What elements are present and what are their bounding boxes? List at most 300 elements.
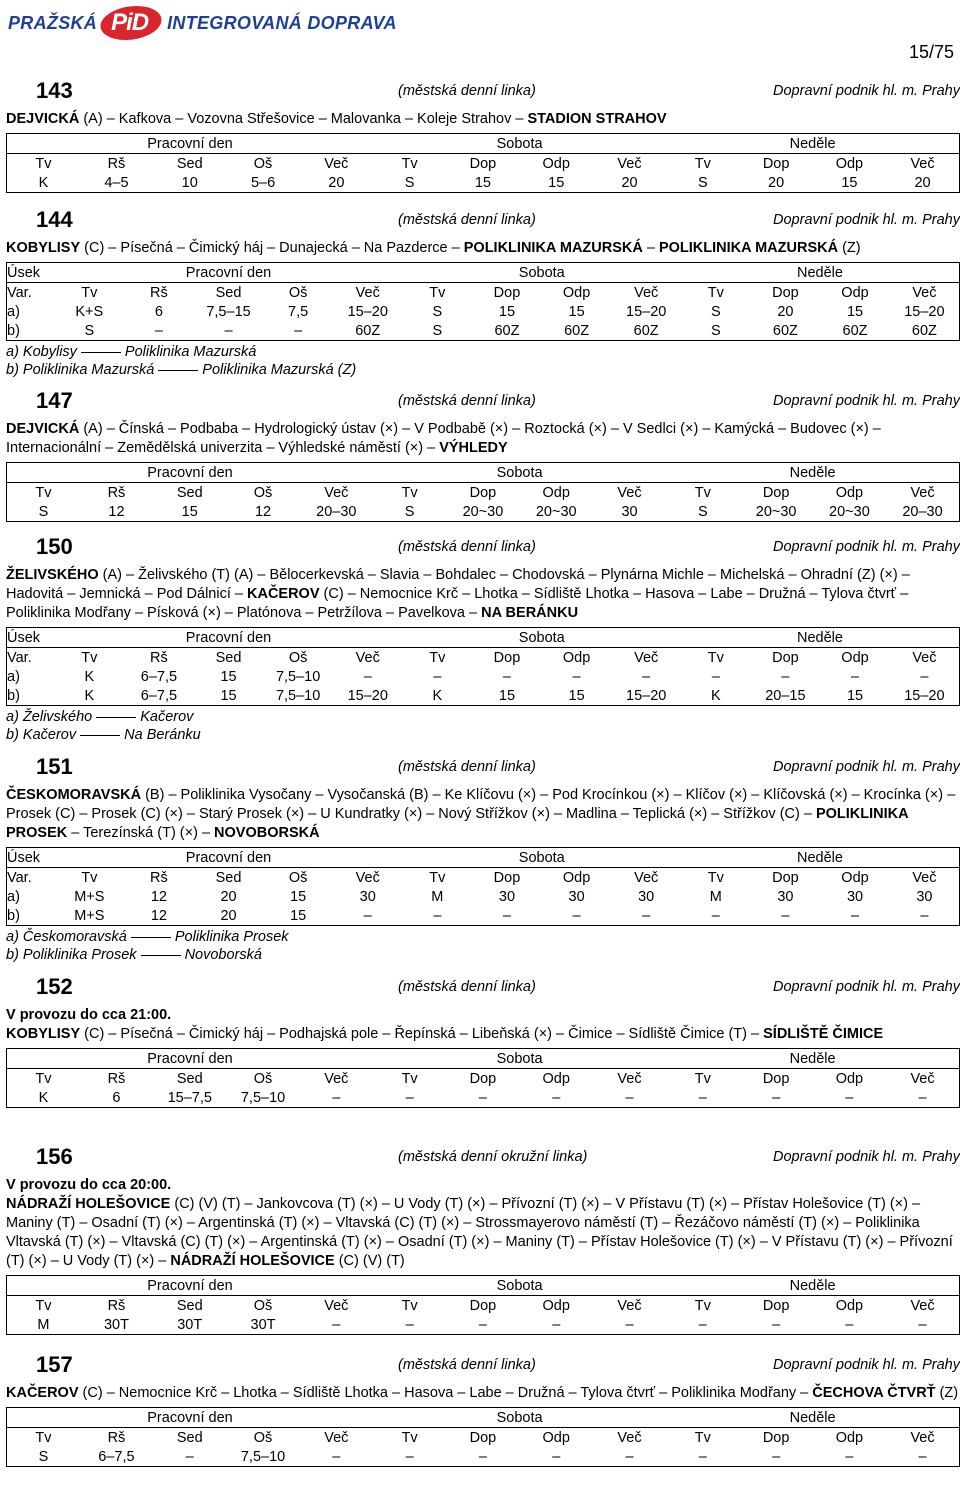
column-header: Več [634, 869, 659, 886]
column-header: Oš [288, 869, 308, 886]
day-group: Sobota [373, 134, 666, 154]
variant-legend [6, 928, 960, 964]
column-header: Dop [493, 649, 521, 666]
column-header: Tv [81, 869, 98, 886]
column-header: Tv [694, 155, 711, 172]
column-header: Tv [35, 155, 52, 172]
table-cell: – [363, 668, 372, 685]
table-cell: – [552, 1316, 561, 1333]
group-row [7, 628, 960, 648]
table-row [7, 321, 960, 341]
table-cell: a) [7, 668, 20, 685]
column-header: Tv [401, 1429, 418, 1446]
table-cell: S [432, 322, 443, 339]
table-cell: 4–5 [104, 174, 129, 191]
table-row [7, 667, 960, 686]
table-cell: 20~30 [755, 503, 797, 520]
line-header [6, 76, 960, 108]
column-header: Tv [694, 1429, 711, 1446]
line-type: (městská denní linka) [398, 979, 536, 995]
column-header: Tv [35, 484, 52, 501]
table-cell: 15–20 [347, 687, 388, 704]
table-cell: – [772, 1316, 781, 1333]
column-header: Oš [253, 1429, 273, 1446]
column-header: Več [912, 869, 937, 886]
table-cell: M [431, 888, 444, 905]
day-group: Sobota [373, 1408, 666, 1428]
table-cell: K [38, 174, 49, 191]
operator: Dopravní podnik hl. m. Prahy [773, 539, 960, 555]
column-header: Več [324, 1070, 349, 1087]
operator: Dopravní podnik hl. m. Prahy [773, 759, 960, 775]
table-cell: 30 [359, 888, 376, 905]
page-number: 15/75 [908, 42, 954, 62]
table-cell: 20~30 [535, 503, 577, 520]
column-header: Več [910, 1070, 935, 1087]
line-type: (městská denní linka) [398, 212, 536, 228]
column-header: Sed [215, 284, 242, 301]
column-header: Oš [253, 1297, 273, 1314]
table-cell: 60Z [842, 322, 868, 339]
column-header: Rš [150, 649, 168, 666]
column-header: Tv [401, 484, 418, 501]
table-cell: – [642, 668, 651, 685]
timetable [6, 1048, 960, 1108]
table-cell: 20 [768, 174, 785, 191]
column-header: Več [324, 1429, 349, 1446]
table-cell: S [697, 503, 708, 520]
column-header: Dop [469, 1297, 497, 1314]
column-header: Sed [176, 1070, 203, 1087]
table-cell: K+S [75, 303, 104, 320]
table-cell: – [224, 322, 233, 339]
column-header: Odp [835, 1429, 864, 1446]
table-cell: – [920, 668, 929, 685]
day-group: Pracovní den [7, 1408, 373, 1428]
day-group: Neděle [681, 628, 960, 648]
column-row [7, 483, 960, 503]
column-header: Odp [841, 649, 869, 666]
column-header: Dop [772, 869, 799, 886]
table-cell: 15 [220, 687, 237, 704]
day-group: Sobota [373, 1276, 666, 1296]
table-cell: – [363, 907, 372, 924]
column-header: Dop [469, 484, 497, 501]
table-cell: S [404, 174, 415, 191]
table-cell: S [38, 1448, 49, 1465]
column-header: Tv [694, 1070, 711, 1087]
column-header: Več [355, 649, 380, 666]
table-cell: 7,5–10 [240, 1089, 286, 1106]
column-header: Več [617, 155, 642, 172]
column-header: Tv [694, 1297, 711, 1314]
table-cell: a) [7, 303, 20, 320]
table-cell: K [38, 1089, 49, 1106]
table-cell: – [711, 668, 720, 685]
table-cell: – [850, 668, 860, 685]
column-header: Odp [835, 1297, 864, 1314]
table-cell: S [710, 322, 721, 339]
column-header: Oš [288, 284, 308, 301]
column-header: Rš [107, 1429, 126, 1446]
table-cell: K [432, 687, 443, 704]
table-row [7, 906, 960, 926]
table-cell: – [405, 1448, 414, 1465]
column-header: Oš [253, 484, 273, 501]
route: NÁDRAŽÍ HOLEŠOVICE (C) (V) (T) – Jankovcova (T) (×) – U Vody (T) (×) – Přívozní (T) (×) – V Přístavu (T) (×) – Přístav Holešovice (T) (×) – Maniny (T) – Osadní (T) (×) – Argentinská (T) (×) – Vltavská (C) (T) (×) – Strossmayerovo náměstí (T) – Řezáčovo náměstí (T) (×) – Poliklinika Vltavská (T) (×) – Vltavská (C) (T) (×) – Argentinská (T) (×) – Osadní (T) (×) – Maniny (T) – Přístav Holešovice (T) (×) – V Přístavu (T) (×) – Přívozní (T) (×) – U Vody (T) (×) – NÁDRAŽÍ HOLEŠOVICE (C) (V) (T) [6, 1196, 953, 1269]
table-cell: 20 [621, 174, 638, 191]
table-cell: 15–20 [626, 303, 667, 320]
table-cell: 30T [177, 1316, 203, 1333]
service-note: V provozu do cca 21:00. [6, 1007, 172, 1023]
column-header: Več [324, 484, 349, 501]
table-cell: 6 [154, 303, 163, 320]
var-head: Úsek [7, 628, 55, 648]
column-header: Več [912, 649, 937, 666]
legend-item: b) Poliklinika Prosek Novoborská [6, 947, 262, 963]
column-header: Dop [772, 284, 799, 301]
legend-item: b) Poliklinika Mazurská Poliklinika Mazurská (Z) [6, 362, 357, 378]
column-header: Dop [762, 1297, 790, 1314]
table-cell: 20~30 [462, 503, 504, 520]
table-cell: 15 [290, 888, 307, 905]
table-cell: 20–30 [902, 503, 943, 520]
column-header: Oš [288, 649, 308, 666]
group-row [7, 463, 960, 483]
variant-legend [6, 708, 960, 744]
column-header: Več [324, 155, 349, 172]
table-cell: 7,5–10 [240, 1448, 286, 1465]
day-group: Sobota [403, 263, 681, 283]
route: DEJVICKÁ (A) – Kafkova – Vozovna Střešovice – Malovanka – Koleje Strahov – STADION STRAHOV [6, 111, 667, 127]
timetable [6, 462, 960, 522]
line-number: 157 [36, 1352, 73, 1377]
table-cell: 7,5 [288, 303, 309, 320]
column-header: Več [617, 484, 642, 501]
column-header: Tv [401, 1070, 418, 1087]
column-header: Sed [176, 155, 203, 172]
column-header: Več [634, 284, 659, 301]
column-header: Odp [542, 484, 570, 501]
operator: Dopravní podnik hl. m. Prahy [773, 1357, 960, 1373]
table-cell: – [845, 1448, 854, 1465]
column-header: Več [910, 484, 935, 501]
column-header: Sed [176, 484, 203, 501]
column-header: Tv [81, 284, 98, 301]
table-cell: 30T [250, 1316, 276, 1333]
table-cell: – [918, 1448, 927, 1465]
var-head: Úsek [7, 263, 55, 283]
group-row [7, 1276, 960, 1296]
line-section-157 [6, 1350, 960, 1467]
table-cell: S [697, 174, 708, 191]
table-cell: – [332, 1448, 341, 1465]
table-cell: S [84, 322, 95, 339]
table-cell: – [185, 1448, 194, 1465]
table-cell: – [405, 1316, 414, 1333]
column-header: Tv [35, 1070, 52, 1087]
table-cell: 20~30 [829, 503, 870, 520]
table-cell: – [154, 322, 163, 339]
table-row [7, 1447, 960, 1467]
line-section-151 [6, 752, 960, 964]
var-head: Var. [7, 869, 32, 886]
route: KOBYLISY (C) – Písečná – Čimický háj – Podhajská pole – Řepínská – Libeňská (×) – Čimice – Sídliště Čimice (T) – SÍDLIŠTĚ ČIMICE [6, 1026, 884, 1042]
column-header: Tv [707, 869, 724, 886]
table-cell: – [850, 907, 860, 924]
column-header: Odp [841, 284, 869, 301]
column-row [7, 283, 960, 303]
table-cell: 5–6 [250, 174, 276, 191]
table-cell: – [572, 668, 581, 685]
timetable [6, 1407, 960, 1467]
table-cell: – [332, 1089, 341, 1106]
column-header: Dop [762, 1429, 790, 1446]
table-cell: – [478, 1448, 487, 1465]
table-cell: – [698, 1089, 707, 1106]
table-cell: 12 [150, 888, 167, 905]
table-cell: 7,5–15 [206, 303, 251, 320]
day-group: Neděle [666, 1049, 959, 1069]
line-type: (městská denní linka) [398, 1357, 536, 1373]
timetable [6, 627, 960, 706]
table-cell: 15–20 [626, 687, 667, 704]
day-group: Neděle [666, 463, 959, 483]
table-cell: – [918, 1316, 927, 1333]
column-header: Več [617, 1429, 642, 1446]
service-note: V provozu do cca 20:00. [6, 1177, 172, 1193]
column-header: Rš [150, 284, 168, 301]
column-header: Več [912, 284, 937, 301]
variant-legend [6, 343, 960, 379]
table-cell: – [478, 1316, 487, 1333]
table-cell: 15 [846, 303, 864, 320]
group-row [7, 1408, 960, 1428]
column-header: Odp [542, 1070, 570, 1087]
day-group: Pracovní den [55, 263, 403, 283]
line-section-150 [6, 532, 960, 744]
day-group: Neděle [666, 134, 959, 154]
column-header: Odp [835, 484, 864, 501]
line-type: (městská denní linka) [398, 83, 536, 99]
day-group: Neděle [681, 263, 960, 283]
table-cell: 20–30 [316, 503, 357, 520]
day-group: Pracovní den [55, 848, 403, 868]
table-cell: M+S [74, 888, 105, 905]
column-header: Dop [762, 484, 790, 501]
group-row [7, 263, 960, 283]
table-cell: 6–7,5 [98, 1448, 135, 1465]
day-group: Sobota [373, 1049, 666, 1069]
table-cell: 30 [568, 888, 585, 905]
column-header: Več [617, 1070, 642, 1087]
table-row [7, 1315, 960, 1335]
route: DEJVICKÁ (A) – Čínská – Podbaba – Hydrologický ústav (×) – V Podbabě (×) – Roztocká (×) – V Sedlci (×) – Kamýcká – Budovec (×) – Internacionální – Zemědělská univerzita – Výhledské náměstí (×) – VÝHLEDY [6, 421, 881, 456]
line-section-156 [6, 1142, 960, 1335]
column-header: Odp [562, 649, 591, 666]
table-cell: 60Z [564, 322, 590, 339]
table-cell: – [698, 1448, 707, 1465]
day-group: Neděle [681, 848, 960, 868]
table-cell: 30 [638, 888, 655, 905]
var-head: Úsek [7, 848, 55, 868]
table-row [7, 502, 960, 522]
table-cell: – [332, 1316, 341, 1333]
column-header: Rš [107, 155, 126, 172]
table-cell: 30 [916, 888, 933, 905]
table-cell: 6 [112, 1089, 121, 1106]
column-header: Več [355, 284, 380, 301]
line-type: (městská denní linka) [398, 759, 536, 775]
route: ŽELIVSKÉHO (A) – Želivského (T) (A) – Bělocerkevská – Slavia – Bohdalec – Chodovská – Plynárna Michle – Michelská – Ohradní (Z) (×) – Hadovitá – Jemnická – Pod Dálnicí – KAČEROV (C) – Nemocnice Krč – Lhotka – Sídliště Lhotka – Hasova – Labe – Družná – Tylova čtvrť – Poliklinika Modřany – Písková (×) – Platónova – Petržílova – Pavelkova – NA BERÁNKU [6, 567, 910, 621]
day-group: Neděle [666, 1276, 959, 1296]
table-cell: 7,5–10 [275, 668, 321, 685]
column-header: Tv [429, 869, 446, 886]
line-number: 152 [36, 974, 73, 999]
route: KAČEROV (C) – Nemocnice Krč – Lhotka – Sídliště Lhotka – Hasova – Labe – Družná – Tylova čtvrť – Poliklinika Modřany – ČECHOVA ČTVRŤ (Z) [6, 1385, 959, 1401]
line-header [6, 1350, 960, 1382]
table-cell: 60Z [911, 322, 937, 339]
table-cell: – [781, 668, 790, 685]
line-number: 156 [36, 1144, 73, 1169]
line-header [6, 1142, 960, 1174]
column-header: Odp [542, 1297, 570, 1314]
route: KOBYLISY (C) – Písečná – Čimický háj – Dunajecká – Na Pazderce – POLIKLINIKA MAZURSKÁ – POLIKLINIKA MAZURSKÁ (Z) [6, 240, 861, 256]
column-header: Tv [429, 649, 446, 666]
table-cell: 6–7,5 [140, 687, 178, 704]
column-header: Več [617, 1297, 642, 1314]
line-number: 147 [36, 388, 73, 413]
table-cell: – [478, 1089, 487, 1106]
group-row [7, 134, 960, 154]
column-header: Dop [469, 1070, 497, 1087]
table-cell: 15–20 [904, 303, 945, 320]
var-head: Var. [7, 649, 32, 666]
column-header: Sed [176, 1429, 203, 1446]
table-cell: 12 [108, 503, 125, 520]
column-header: Dop [469, 1429, 497, 1446]
table-cell: – [920, 907, 929, 924]
var-head: Var. [7, 284, 32, 301]
day-group: Pracovní den [55, 628, 403, 648]
route: ČESKOMORAVSKÁ (B) – Poliklinika Vysočany – Vysočanská (B) – Ke Klíčovu (×) – Pod Krocínkou (×) – Klíčov (×) – Klíčovská (×) – Krocínka (×) – Prosek (C) – Prosek (C) (×) – Starý Prosek (×) – U Kundratky (×) – Nový Střížkov (×) – Madlina – Teplická (×) – Střížkov (C) – POLIKLINIKA PROSEK – Terezínská (T) (×) – NOVOBORSKÁ [6, 787, 956, 841]
table-cell: 12 [150, 907, 167, 924]
table-cell: 15 [846, 687, 864, 704]
column-row [7, 154, 960, 174]
day-group: Pracovní den [7, 1049, 373, 1069]
table-cell: 15 [290, 907, 307, 924]
column-header: Odp [835, 1070, 864, 1087]
day-group: Pracovní den [7, 1276, 373, 1296]
table-cell: 15–20 [347, 303, 388, 320]
column-header: Tv [707, 284, 724, 301]
table-cell: – [918, 1089, 927, 1106]
line-section-152 [6, 972, 960, 1108]
column-row [7, 1296, 960, 1316]
table-cell: b) [7, 322, 20, 339]
day-group: Sobota [403, 628, 681, 648]
line-section-144 [6, 205, 960, 379]
column-header: Odp [562, 284, 591, 301]
table-cell: 30 [777, 888, 794, 905]
table-cell: 60Z [772, 322, 798, 339]
column-header: Dop [493, 869, 521, 886]
table-cell: 20 [220, 907, 237, 924]
line-type: (městská denní okružní linka) [398, 1149, 588, 1165]
group-row [7, 848, 960, 868]
day-group: Sobota [373, 463, 666, 483]
table-cell: K [84, 687, 95, 704]
table-cell: 20 [328, 174, 345, 191]
table-cell: 6–7,5 [140, 668, 178, 685]
line-header [6, 205, 960, 237]
column-header: Odp [835, 155, 864, 172]
day-group: Pracovní den [7, 463, 373, 483]
column-header: Odp [542, 155, 570, 172]
table-cell: – [711, 907, 720, 924]
column-header: Odp [542, 1429, 570, 1446]
operator: Dopravní podnik hl. m. Prahy [773, 979, 960, 995]
table-cell: 15 [498, 303, 516, 320]
table-cell: – [405, 1089, 414, 1106]
table-cell: S [38, 503, 49, 520]
table-cell: – [625, 1089, 634, 1106]
table-cell: 20 [220, 888, 237, 905]
operator: Dopravní podnik hl. m. Prahy [773, 393, 960, 409]
table-cell: – [625, 1316, 634, 1333]
table-cell: – [552, 1448, 561, 1465]
table-cell: 15 [498, 687, 516, 704]
legend-item: a) Kobylisy Poliklinika Mazurská [6, 344, 257, 360]
day-group: Neděle [666, 1408, 959, 1428]
table-cell: 60Z [633, 322, 659, 339]
table-cell: – [572, 907, 581, 924]
table-cell: 15 [568, 687, 585, 704]
table-cell: 10 [181, 174, 198, 191]
line-header [6, 386, 960, 418]
column-header: Sed [215, 649, 242, 666]
column-header: Sed [215, 869, 242, 886]
column-header: Tv [694, 484, 711, 501]
legend-item: b) Kačerov Na Beránku [6, 727, 201, 743]
legend-item: a) Želivského Kačerov [6, 709, 194, 725]
column-header: Več [355, 869, 380, 886]
table-cell: – [502, 668, 511, 685]
column-row [7, 1069, 960, 1089]
timetable [6, 262, 960, 341]
column-header: Dop [762, 155, 790, 172]
table-cell: S [404, 503, 415, 520]
timetable [6, 1275, 960, 1335]
table-cell: – [772, 1089, 781, 1106]
table-cell: 20 [914, 174, 931, 191]
table-cell: 30 [498, 888, 516, 905]
column-row [7, 868, 960, 888]
table-row [7, 302, 960, 321]
table-cell: M+S [74, 907, 105, 924]
line-number: 150 [36, 534, 73, 559]
line-number: 143 [36, 78, 73, 103]
operator: Dopravní podnik hl. m. Prahy [773, 1149, 960, 1165]
table-cell: 20 [777, 303, 794, 320]
table-cell: 15 [181, 503, 198, 520]
operator: Dopravní podnik hl. m. Prahy [773, 212, 960, 228]
table-row [7, 173, 960, 193]
table-cell: – [433, 907, 442, 924]
column-row [7, 648, 960, 668]
column-header: Več [910, 155, 935, 172]
table-cell: b) [7, 907, 20, 924]
